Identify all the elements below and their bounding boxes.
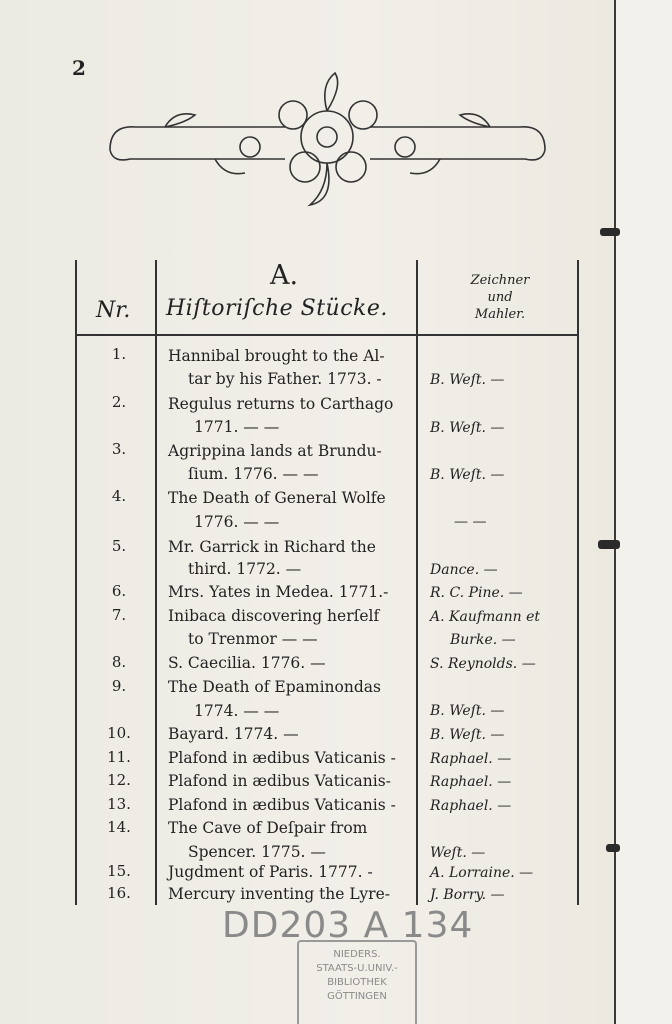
entry-artist: B. Weſt. — bbox=[430, 703, 505, 719]
entry-number: 5. bbox=[111, 537, 127, 555]
entry-artist: B. Weſt. — bbox=[430, 420, 505, 436]
entry-title: Regulus returns to Carthago bbox=[168, 395, 394, 413]
entry-number: 11. bbox=[107, 748, 131, 766]
entry-number: 4. bbox=[111, 487, 127, 505]
entry-title: Agrippina lands at Brundu- bbox=[168, 442, 382, 460]
entry-number: 9. bbox=[111, 677, 127, 695]
entry-title-cont: 1774. — — bbox=[194, 702, 280, 720]
entry-artist: B. Weſt. — bbox=[430, 727, 505, 743]
entry-title-cont: 1771. — — bbox=[194, 418, 280, 436]
entry-number: 12. bbox=[107, 771, 131, 789]
section-letter: A. bbox=[270, 260, 299, 291]
entry-title: Mr. Garrick in Richard the bbox=[168, 538, 376, 556]
entry-title: S. Caecilia. 1776. — bbox=[168, 654, 326, 672]
entry-artist: Weſt. — bbox=[430, 845, 486, 861]
library-stamp: NIEDERS. STAATS-U.UNIV.- BIBLIOTHEK GÖTTINGEN bbox=[297, 940, 417, 1024]
entry-artist: R. C. Pine. — bbox=[430, 585, 523, 601]
header-rule bbox=[75, 334, 579, 336]
column-header-nr: Nr. bbox=[96, 298, 131, 323]
entry-title: The Death of Epaminondas bbox=[168, 678, 381, 696]
entry-title: The Cave of Deſpair from bbox=[168, 819, 368, 837]
entry-number: 1. bbox=[111, 345, 127, 363]
entry-artist: A. Lorraine. — bbox=[430, 865, 534, 881]
entry-artist: Raphael. — bbox=[430, 751, 512, 767]
entry-title: Bayard. 1774. — bbox=[168, 725, 299, 743]
entry-number: 3. bbox=[111, 440, 127, 458]
entry-artist: Dance. — bbox=[430, 562, 498, 578]
entry-artist: Raphael. — bbox=[430, 774, 512, 790]
entry-title: Mrs. Yates in Medea. 1771.- bbox=[168, 583, 389, 601]
entry-title-cont: to Trenmor — — bbox=[188, 630, 318, 648]
entry-number: 6. bbox=[111, 582, 127, 600]
entry-number: 8. bbox=[111, 653, 127, 671]
entry-artist: Raphael. — bbox=[430, 798, 512, 814]
entry-number: 16. bbox=[107, 884, 131, 902]
table-col-divider-2 bbox=[416, 260, 418, 905]
entry-title: Hannibal brought to the Al- bbox=[168, 347, 385, 365]
table-left-border bbox=[75, 260, 77, 905]
entry-title: Inibaca discovering herſelf bbox=[168, 607, 380, 625]
entry-number: 13. bbox=[107, 795, 131, 813]
handwritten-shelfmark: DD203 A 134 bbox=[222, 905, 474, 946]
entry-title: Plafond in ædibus Vaticanis- bbox=[168, 772, 391, 790]
entry-title-cont: tar by his Father. 1773. - bbox=[188, 370, 382, 388]
binding-clip-icon bbox=[598, 540, 620, 549]
entry-artist-cont: Burke. — bbox=[450, 632, 516, 648]
entry-number: 2. bbox=[111, 393, 127, 411]
entry-title: Jugdment of Paris. 1777. - bbox=[168, 863, 373, 881]
entry-artist: — — bbox=[454, 514, 487, 530]
binding-edge bbox=[614, 0, 672, 1024]
table-col-divider-1 bbox=[155, 260, 157, 905]
entry-title-cont: ſium. 1776. — — bbox=[188, 465, 319, 483]
floral-ornament-icon bbox=[105, 55, 550, 220]
entry-artist: A. Kaufmann et bbox=[430, 609, 541, 625]
entry-title-cont: third. 1772. — bbox=[188, 560, 302, 578]
entry-title-cont: 1776. — — bbox=[194, 513, 280, 531]
entry-title: Mercury inventing the Lyre- bbox=[168, 885, 390, 903]
entry-number: 10. bbox=[107, 724, 131, 742]
entry-number: 7. bbox=[111, 606, 127, 624]
page-number: 2 bbox=[72, 56, 86, 80]
entry-number: 15. bbox=[107, 862, 131, 880]
binding-clip-icon bbox=[606, 844, 620, 852]
entry-artist: B. Weſt. — bbox=[430, 372, 505, 388]
entry-title-cont: Spencer. 1775. — bbox=[188, 843, 326, 861]
column-header-title: Hiſtoriſche Stücke. bbox=[166, 296, 388, 321]
entry-title: Plafond in ædibus Vaticanis - bbox=[168, 749, 396, 767]
entry-artist: J. Borry. — bbox=[430, 887, 505, 903]
entry-artist: B. Weſt. — bbox=[430, 467, 505, 483]
entry-title: Plafond in ædibus Vaticanis - bbox=[168, 796, 396, 814]
entry-artist: S. Reynolds. — bbox=[430, 656, 536, 672]
entry-number: 14. bbox=[107, 818, 131, 836]
binding-clip-icon bbox=[600, 228, 620, 236]
column-header-artist: Zeichner und Mahler. bbox=[470, 273, 530, 322]
entry-title: The Death of General Wolfe bbox=[168, 489, 386, 507]
